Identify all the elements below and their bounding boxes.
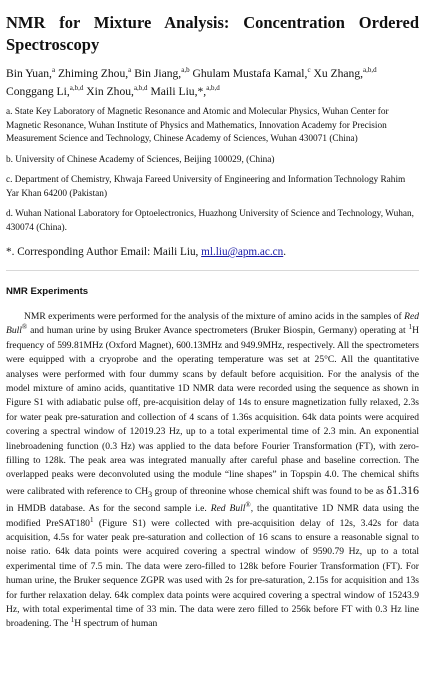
product-name: Red Bull	[210, 503, 246, 515]
author-affiliation-mark: a	[128, 66, 132, 75]
author-affiliation-mark: a,b,d	[363, 66, 377, 75]
chemical-shift-value: δ1.316	[386, 482, 420, 497]
affiliation-a: a. State Key Laboratory of Magnetic Resonance and Atomic and Molecular Physics, Wuhan Center for Magnetic Resonance, Wuhan Institute of Physics and Mathematics, Innovation Academy for Precision Measurement Science and Technology, Chinese Academy of Sciences, Wuhan 430071 (China)	[6, 107, 389, 144]
author-affiliation-mark: a,b,d	[206, 83, 220, 92]
author-affiliation-mark: a,b,d	[133, 83, 148, 92]
corresponding-author	[6, 245, 419, 260]
body-text: H frequency of 599.81MHz (Oxford Magnet), 600.13MHz and 949.9MHz, respectively. All the spectrometers were equipped with a cryoprobe and the operating temperature was set at 25°C. All the quantitative analyses were performed with four dummy scans by default before acquisition. For the analysis of the model mixture of amino acids, quantitative 1D NMR data were recorded using the sequence as shown in Figure S1 with adiabatic pulse off, pre-acquisition delay of 14s to ensure magnetization fully relaxed, 2.3s for water peak pre-saturation and collection of 4 scans of 1.36s acquisition. 64k data points were acquired covering a spectral window of 12019.23 Hz, up to a total experimental time of 2.3 min. An exponential linebroadening function (0.3 Hz) was applied to the data before Fourier Transformation (FT), with zero-filling to 128k. The peak area was integrated manually after careful phase and baseline correction. The overlapped peaks were deconvoluted using the module “line shapes” in Topspin 4.0. The chemical shifts were calibrated with reference to CH	[6, 325, 419, 497]
email-link[interactable]: ml.liu@apm.ac.cn	[201, 246, 284, 258]
corresponding-author-end: .	[283, 246, 287, 258]
author: Conggang Li,	[6, 84, 70, 98]
affiliation-b: b. University of Chinese Academy of Sciences, Beijing 100029, (China)	[6, 154, 275, 165]
body-text: H spectrum of human	[74, 618, 158, 630]
author-affiliation-mark: a	[51, 66, 56, 75]
isotope-mark: 1	[70, 616, 75, 625]
author-affiliation-mark: a,b,d	[69, 83, 84, 92]
reference-mark: 1	[89, 515, 94, 524]
author-list	[6, 65, 419, 100]
body-text: NMR experiments were performed for the analysis of the mixture of amino acids in the samples of	[24, 311, 405, 322]
body-text: (Figure S1) were collected with pre-acquisition delay of 12s, 3.42s for data acquisition, 4.5s for water peak pre-saturation and collection of 16 scans to ensure a reasonable signal to noise ratio. 64k data points were acquired covering a spectral window of 9590.79 Hz, up to a total experimental time of 7.5 min. The data were zero-filled to 128k before Fourier Transformation (FT). For human urine, the Bruker sequence ZGPR was used with 2s for pre-saturation, 2.15s for acquisition and 13s for further relaxation delay. 64k complex data points were acquired covering a spectral window of 15243.9 Hz, with total experimental time of 33 min. The data were zero filled to 256k before FT with 0.3 Hz line broadening. The	[6, 517, 419, 630]
body-paragraph	[6, 310, 419, 632]
author: Maili Liu,*,	[150, 84, 207, 98]
corresponding-author-label: *. Corresponding Author Email: Maili Liu,	[6, 246, 202, 258]
product-name: Red Bull	[6, 311, 419, 337]
author-affiliation-mark: a,b	[181, 66, 190, 75]
paper-title: NMR for Mixture Analysis: Concentration Ordered Spectroscopy	[6, 13, 419, 54]
author: Ghulam Mustafa Kamal,	[192, 67, 308, 80]
registered-mark: ®	[21, 323, 28, 332]
body-text: group of threonine whose chemical shift was found to be as	[152, 485, 387, 497]
isotope-mark: 1	[408, 323, 413, 332]
registered-mark: ®	[245, 501, 251, 510]
section-divider	[6, 270, 419, 271]
author: Bin Yuan,	[6, 67, 52, 80]
author: Zhiming Zhou,	[57, 67, 129, 80]
body-text: and human urine by using Bruker Avance spectrometers (Bruker Biospin, Germany) operating at	[27, 325, 409, 337]
subscript: 3	[148, 489, 153, 499]
affiliation-d: d. Wuhan National Laboratory for Optoelectronics, Huazhong University of Science and Technology, Wuhan, 430074 (China).	[6, 209, 414, 233]
author-affiliation-mark: c	[307, 66, 311, 75]
body-text: in HMDB database. As for the second sample i.e.	[6, 503, 211, 515]
author: Xu Zhang,	[313, 67, 364, 80]
body-text: , the quantitative 1D NMR data using the modified PreSAT180	[6, 503, 420, 529]
author: Xin Zhou,	[86, 84, 134, 98]
author: Bin Jiang,	[134, 67, 182, 80]
affiliation-c: c. Department of Chemistry, Khwaja Fareed University of Engineering and Information Technology Rahim Yar Khan 64200 (Pakistan)	[6, 175, 406, 199]
section-heading: NMR Experiments	[6, 286, 89, 297]
